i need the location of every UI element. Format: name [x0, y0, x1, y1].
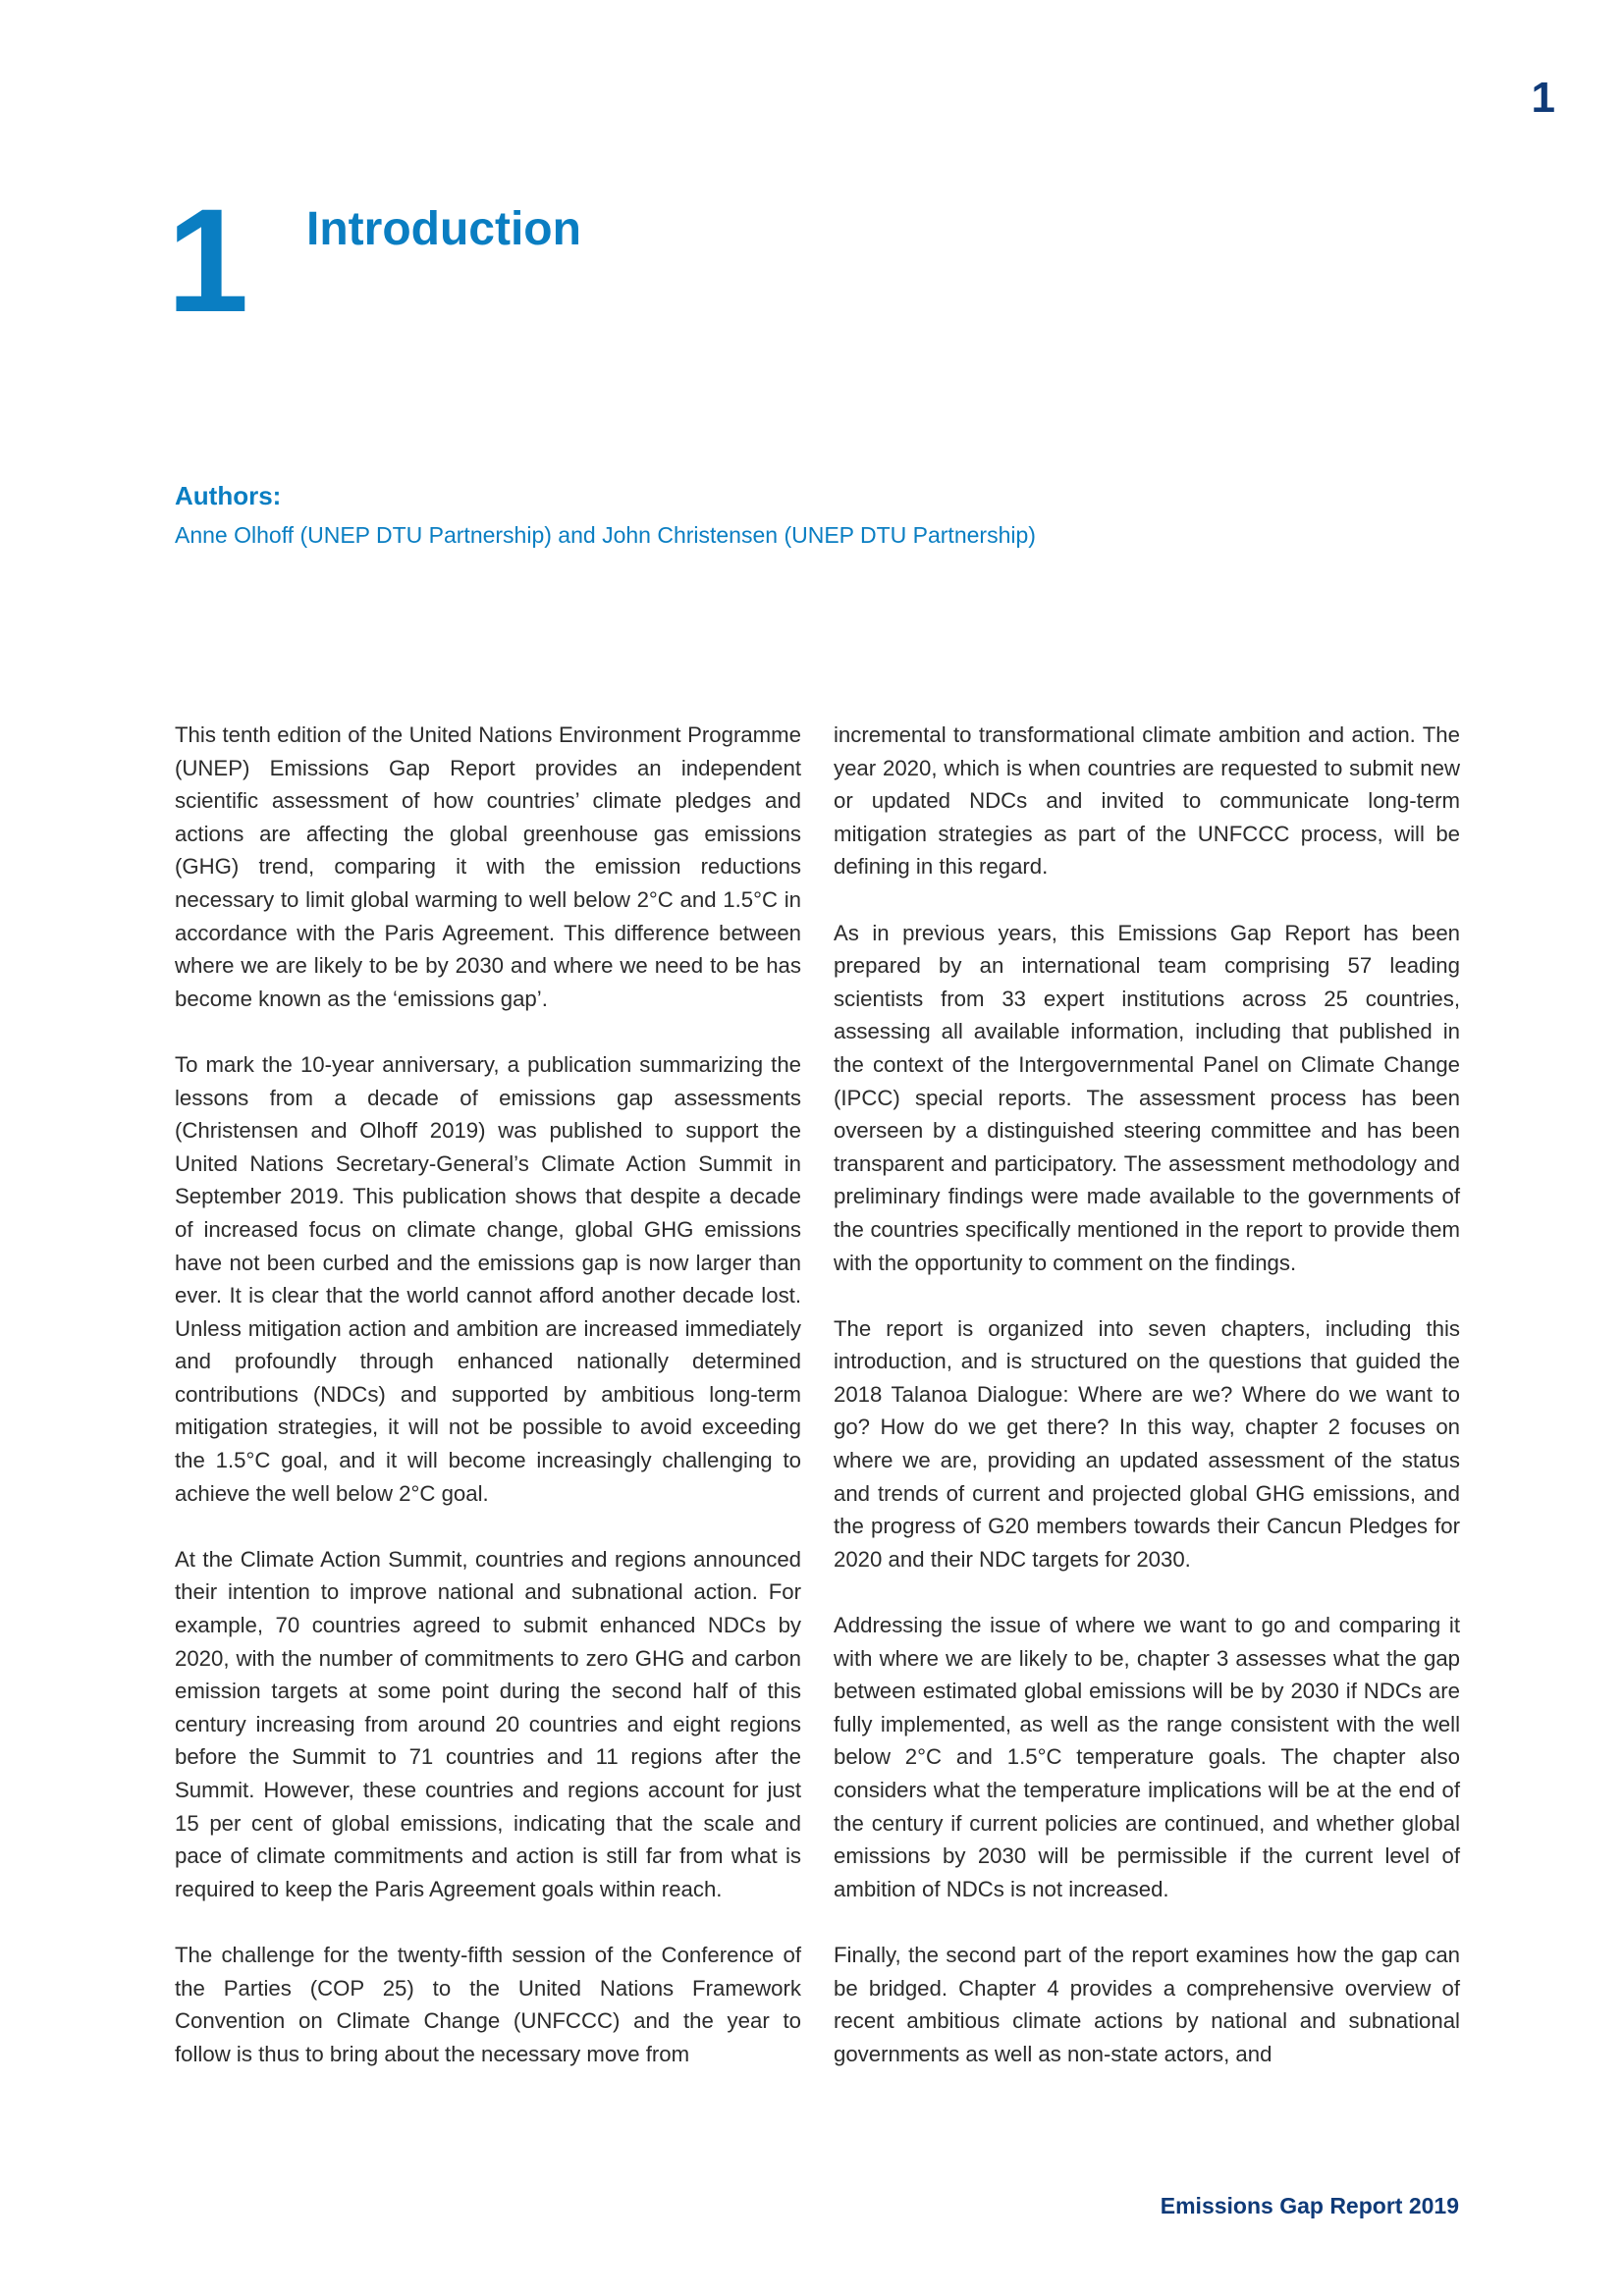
paragraph: Finally, the second part of the report examines how the gap can be bridged. Chapter 4 provides a comprehensive overview of recent ambitious climate actions by national and subnational governments as well as non-state actors, and [834, 1942, 1460, 2066]
report-footer-title: Emissions Gap Report 2019 [1160, 2193, 1459, 2218]
paragraph: This tenth edition of the United Nations Environment Programme (UNEP) Emissions Gap Report provides an independent scientific assessment of how countries’ climate pledges and actions are affecting the global greenhouse gas emissions (GHG) trend, comparing it with the emission reductions necessary to limit global warming to well below 2°C and 1.5°C in accordance with the Paris Agreement. This difference between where we are likely to be by 2030 and where we need to be has become known as the ‘emissions gap’. [175, 722, 801, 1011]
paragraph: To mark the 10-year anniversary, a publication summarizing the lessons from a decade of emissions gap assessments (Christensen and Olhoff 2019) was published to support the United Nations Secretary-General’s Climate Action Summit in September 2019. This publication shows that despite a decade of increased focus on climate change, global GHG emissions have not been curbed and the emissions gap is now larger than ever. It is clear that the world cannot afford another decade lost. Unless mitigation action and ambition are increased immediately and profoundly through enhanced nationally determined contributions (NDCs) and supported by ambitious long-term mitigation strategies, it will not be possible to avoid exceeding the 1.5°C goal, and it will become increasingly challenging to achieve the well below 2°C goal. [175, 1051, 801, 1506]
paragraph: At the Climate Action Summit, countries and regions announced their intention to improve national and subnational action. For example, 70 countries agreed to submit enhanced NDCs by 2020, with the number of commitments to zero GHG and carbon emission targets at some point during the second half of this century increasing from around 20 countries and eight regions before the Summit to 71 countries and 11 regions after the Summit. However, these countries and regions account for just 15 per cent of global emissions, indicating that the scale and pace of climate commitments and action is still far from what is required to keep the Paris Agreement goals within reach. [175, 1546, 801, 1901]
paragraph: Addressing the issue of where we want to go and comparing it with where we are likely to be, chapter 3 assesses what the gap between estimated global emissions will be by 2030 if NDCs are fully implemented, as well as the range consistent with the well below 2°C and 1.5°C temperature goals. The chapter also considers what the temperature implications will be at the end of the century if current policies are continued, and whether global emissions by 2030 will be permissible if the current level of ambition of NDCs is not increased. [834, 1613, 1460, 1901]
paragraph: The challenge for the twenty-fifth session of the Conference of the Parties (COP 25) to the United Nations Framework Convention on Climate Change (UNFCCC) and the year to follow is thus to bring about the necessary move from [175, 1942, 801, 2066]
chapter-number: 1 [167, 178, 249, 343]
body-column-left [175, 719, 801, 2070]
page-number: 1 [1531, 74, 1555, 122]
paragraph: incremental to transformational climate ambition and action. The year 2020, which is when countries are requested to submit new or updated NDCs and invited to communicate long-term mitigation strategies as part of the UNFCCC process, will be defining in this regard. [834, 722, 1460, 880]
paragraph: The report is organized into seven chapters, including this introduction, and is structured on the questions that guided the 2018 Talanoa Dialogue: Where are we? Where do we want to go? How do we get there? In this way, chapter 2 focuses on where we are, providing an updated assessment of the status and trends of current and projected global GHG emissions, and the progress of G20 members towards their Cancun Pledges for 2020 and their NDC targets for 2030. [834, 1315, 1460, 1572]
body-column-right [834, 719, 1460, 2070]
paragraph: As in previous years, this Emissions Gap Report has been prepared by an international team comprising 57 leading scientists from 33 expert institutions across 25 countries, assessing all available information, including that published in the context of the Intergovernmental Panel on Climate Change (IPCC) special reports. The assessment process has been overseen by a distinguished steering committee and has been transparent and participatory. The assessment methodology and preliminary findings were made available to the governments of the countries specifically mentioned in the report to provide them with the opportunity to comment on the findings. [834, 920, 1460, 1275]
chapter-title: Introduction [306, 203, 581, 255]
authors-names: Anne Olhoff (UNEP DTU Partnership) and John Christensen (UNEP DTU Partnership) [175, 522, 1036, 548]
authors-heading: Authors: [175, 481, 282, 510]
